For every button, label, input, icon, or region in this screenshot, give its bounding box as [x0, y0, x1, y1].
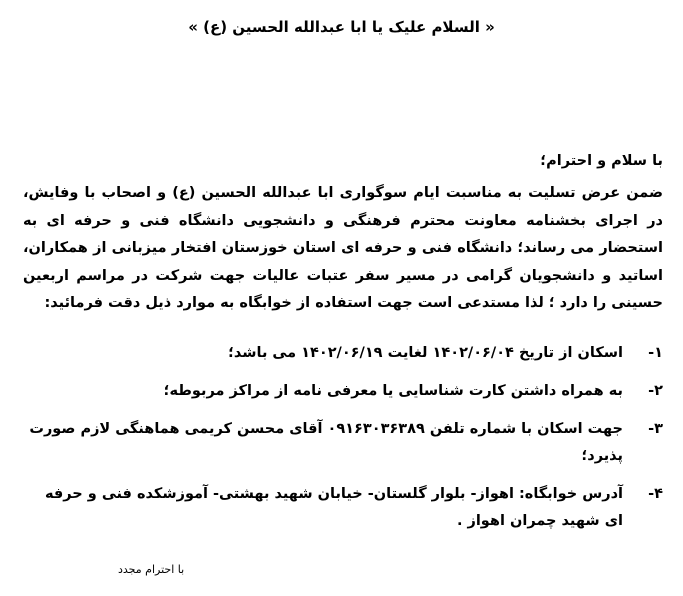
body-paragraph: ضمن عرض تسلیت به مناسبت ایام سوگواری ابا عبدالله الحسین (ع) و اصحاب با وفایش، در اجرای بخشنامه معاونت محترم فرهنگی و دانشجویی دانشگاه فنی و حرفه ای به استحضار می رساند؛ دانشگاه فنی و حرفه ای استان خوزستان افتخار میزبانی از همکاران، اساتید و دانشجویان گرامی در مسیر سفر عتبات عالیات جهت شرکت در مراسم اربعین حسینی را دارد ؛ لذا مستدعی است جهت استفاده از خوابگاه به موارد ذیل دقت فرمائید:	[23, 185, 663, 311]
document-title: « السلام علیک یا ابا عبدالله الحسین (ع) »	[188, 18, 495, 36]
list-item	[23, 481, 663, 535]
list-item	[23, 416, 663, 470]
list-item-number: ۴-	[648, 486, 663, 502]
list-item	[23, 340, 663, 367]
closing-text: با احترام مجدد	[118, 563, 185, 576]
list-item	[23, 378, 663, 405]
conditions-list	[23, 340, 663, 546]
list-item-text: جهت اسکان با شماره تلفن ۰۹۱۶۳۰۳۶۳۸۹ آقای محسن کریمی هماهنگی لازم صورت پذیرد؛	[29, 421, 623, 464]
salutation: با سلام و احترام؛	[540, 153, 663, 169]
list-item-number: ۱-	[648, 345, 663, 361]
list-item-number: ۳-	[648, 421, 663, 437]
list-item-text: اسکان از تاریخ ۱۴۰۲/۰۶/۰۴ لغایت ۱۴۰۲/۰۶/۱۹ می باشد؛	[228, 345, 623, 361]
list-item-text: به همراه داشتن کارت شناسایی یا معرفی نامه از مراکز مربوطه؛	[163, 383, 623, 399]
list-item-number: ۲-	[648, 383, 663, 399]
list-item-text: آدرس خوابگاه: اهواز- بلوار گلستان- خیابان شهید بهشتی- آموزشکده فنی و حرفه ای شهید چمران اهواز .	[44, 486, 623, 529]
